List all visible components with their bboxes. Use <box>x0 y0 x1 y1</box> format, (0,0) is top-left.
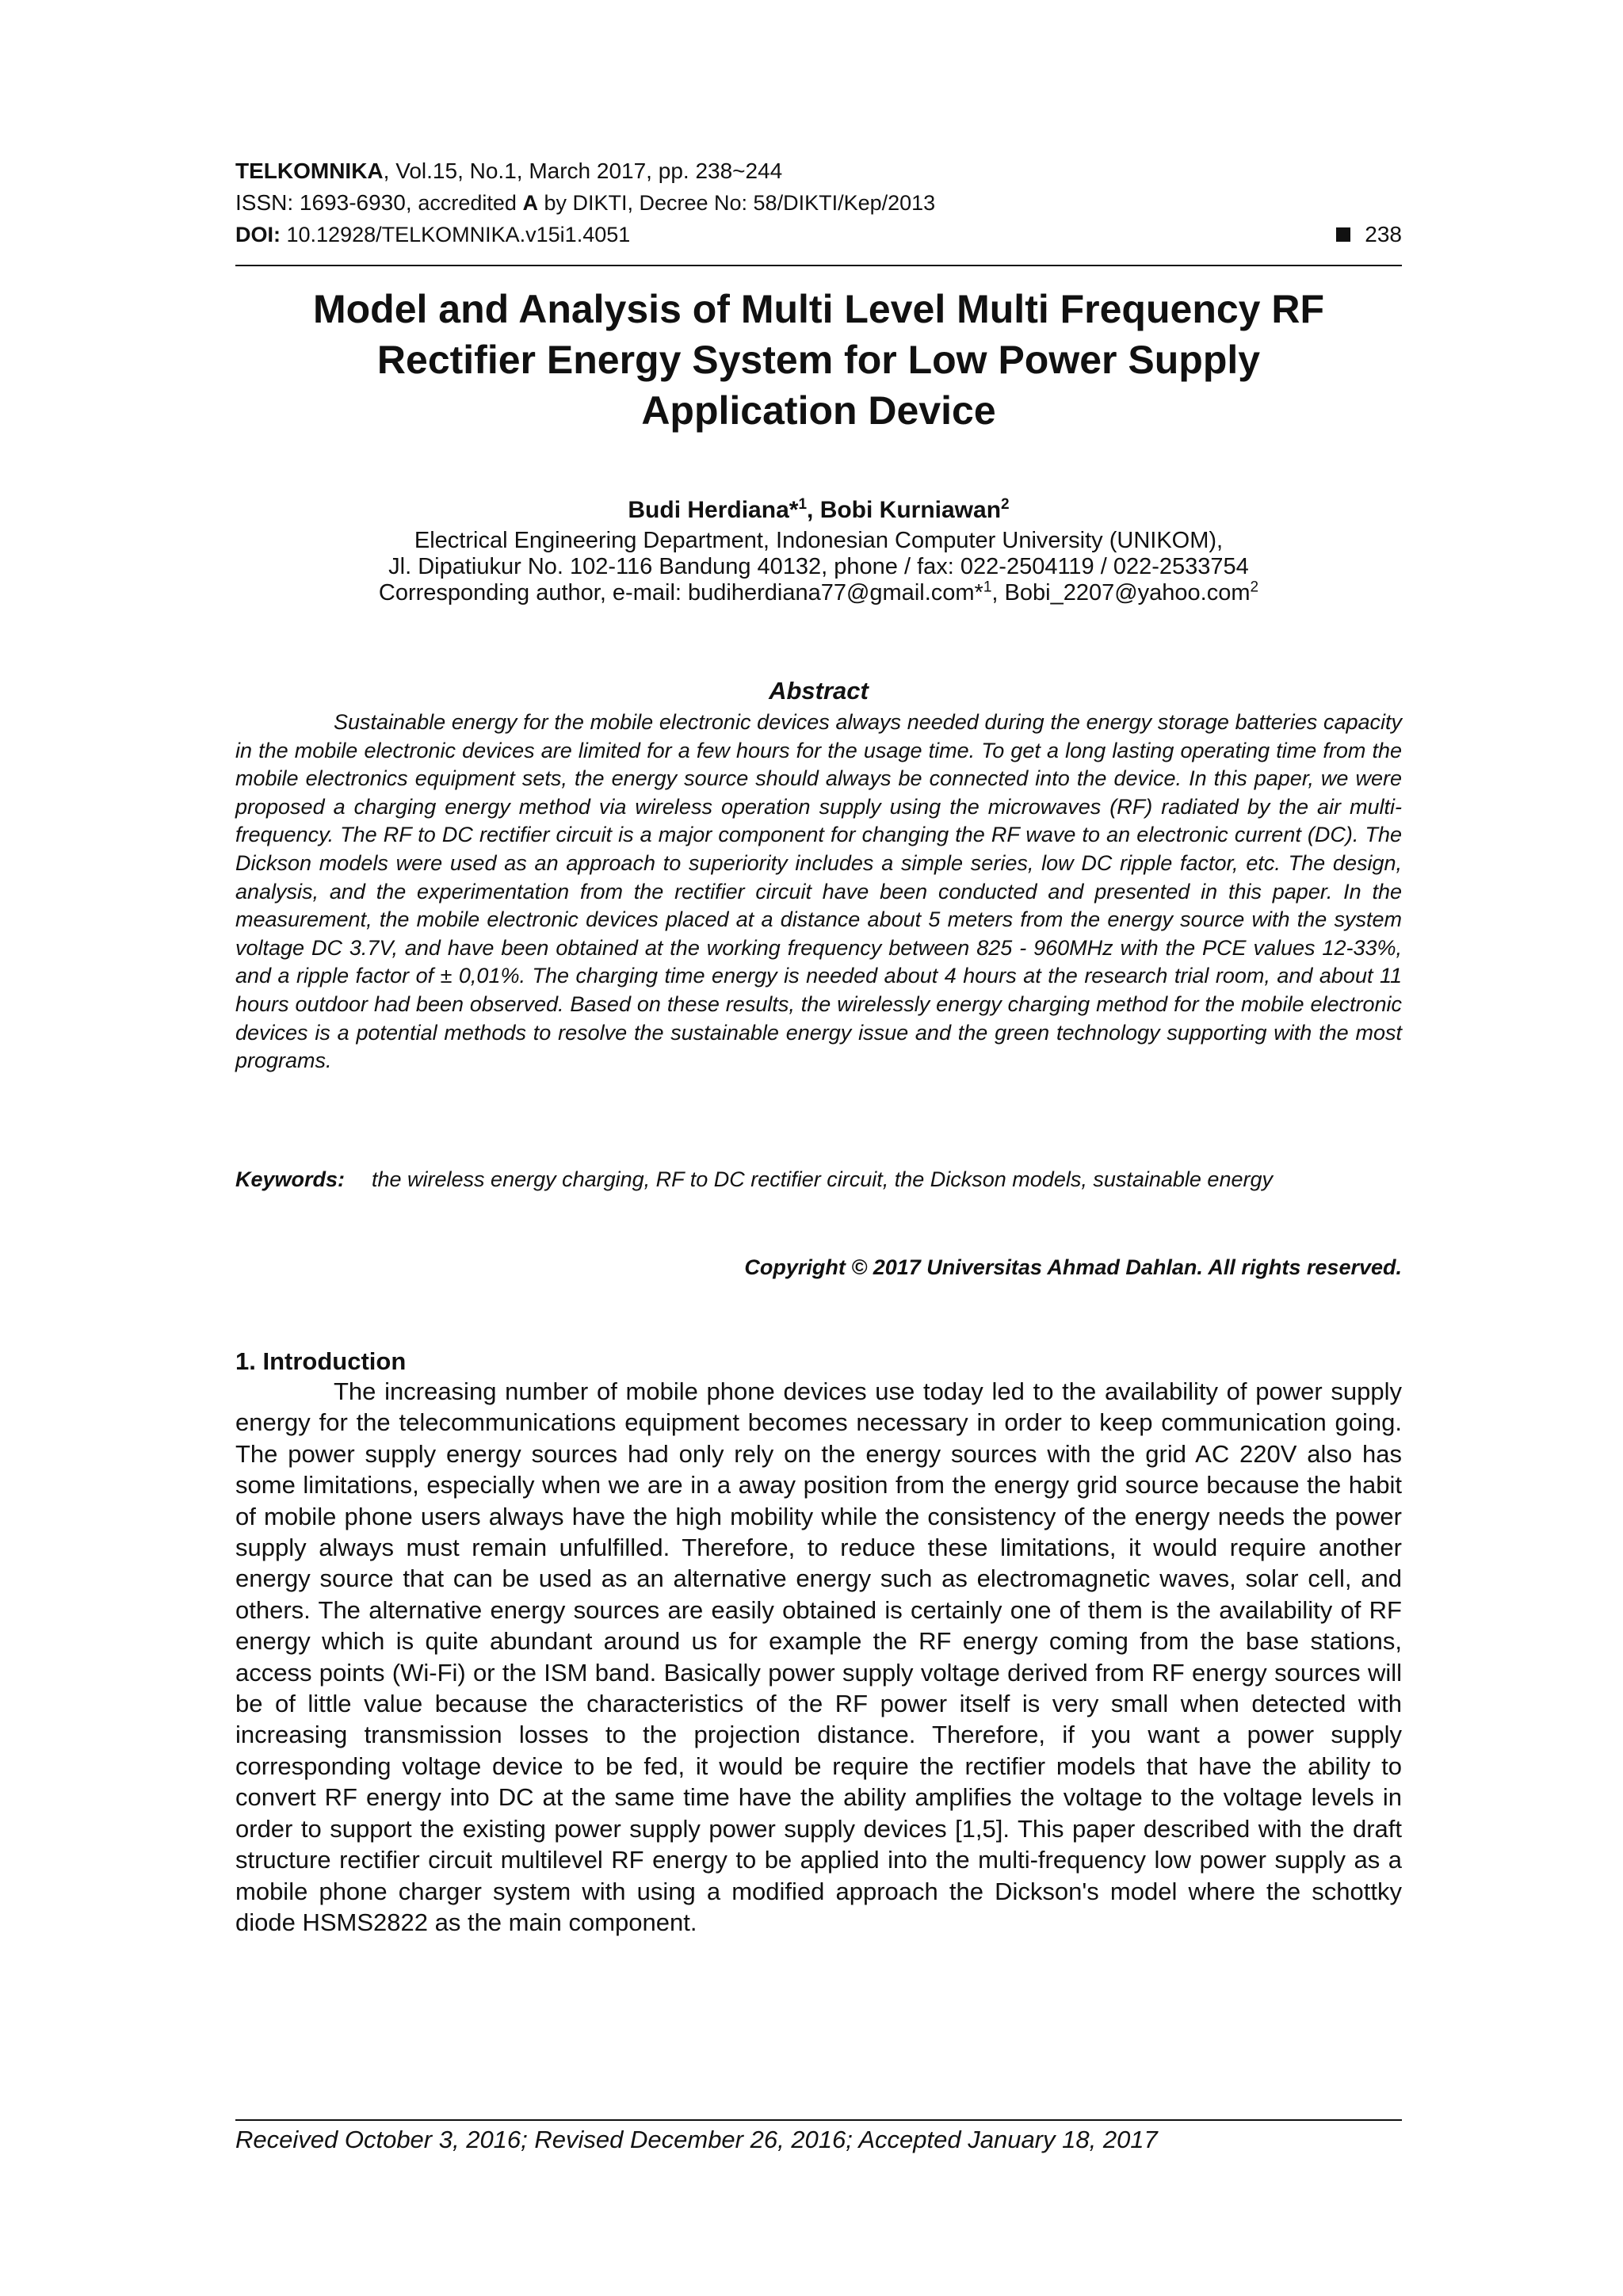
abstract-text: Sustainable energy for the mobile electronic devices always needed during the energy storage batteries capacity in the mobile electronic devices are limited for a few hours for the usage time. To get a long lasting operating time from the mobile electronics equipment sets, the energy source should always be connected into the device. In this paper, we were proposed a charging energy method via wireless operation supply using the microwaves (RF) radiated by the air multi-frequency. The RF to DC rectifier circuit is a major component for changing the RF wave to an electronic current (DC). The Dickson models were used as an approach to superiority includes a simple series, low DC ripple factor, etc. The design, analysis, and the experimentation from the rectifier circuit have been conducted and presented in this paper. In the measurement, the mobile electronic devices placed at a distance about 5 meters from the energy source with the system voltage DC 3.7V, and have been obtained at the working frequency between 825 - 960MHz with the PCE values 12-33%, and a ripple factor of ± 0,01%. The charging time energy is needed about 4 hours at the research trial room, and about 11 hours outdoor had been observed. Based on these results, the wirelessly energy charging method for the mobile electronic devices is a potential methods to resolve the sustainable energy issue and the green technology supporting with the most programs. <box>235 710 1402 1073</box>
author-1-affiliation-mark: 1 <box>798 496 808 513</box>
author-names <box>235 493 1402 528</box>
author-1: Budi Herdiana* <box>628 497 799 523</box>
page-number: 238 <box>1365 222 1402 246</box>
page-number-tag <box>1336 219 1402 250</box>
issn-grade: A <box>522 191 538 215</box>
corresponding-email-1: Corresponding author, e-mail: budiherdiana77@gmail.com* <box>378 580 983 606</box>
square-bullet-icon <box>1336 227 1350 242</box>
received-dates: Received October 3, 2016; Revised December 26, 2016; Accepted January 18, 2017 <box>235 2126 1158 2153</box>
author-block <box>235 493 1402 606</box>
corresponding-mark-1: 1 <box>983 579 992 596</box>
keywords-text: the wireless energy charging, RF to DC rectifier circuit, the Dickson models, sustainable energy <box>372 1167 1273 1191</box>
journal-volume: , Vol.15, No.1, March 2017, pp. 238~244 <box>383 159 783 183</box>
address: Jl. Dipatiukur No. 102-116 Bandung 40132, phone / fax: 022-2504119 / 022-2533754 <box>388 554 1249 579</box>
issn-decree: by DIKTI, Decree No: 58/DIKTI/Kep/2013 <box>537 191 936 215</box>
title-line-1: Model and Analysis of Multi Level Multi Frequency RF <box>312 287 1325 331</box>
doi-line <box>235 219 1402 250</box>
abstract-heading: Abstract <box>769 677 869 705</box>
footer-divider <box>235 2119 1402 2121</box>
author-separator: , <box>807 497 820 523</box>
author-2-affiliation-mark: 2 <box>1001 496 1010 513</box>
corresponding-mark-2: 2 <box>1250 579 1259 596</box>
keywords-label: Keywords <box>235 1167 338 1191</box>
journal-header <box>235 155 1402 250</box>
issn-line <box>235 187 1402 219</box>
issn-prefix: ISSN: 1693-6930, <box>235 190 418 215</box>
title-line-3: Application Device <box>641 388 996 433</box>
corresponding-email-2: , Bobi_2207@yahoo.com <box>991 580 1251 606</box>
keywords-label-group <box>235 1165 372 1194</box>
paper-title <box>235 284 1402 436</box>
author-2: Bobi Kurniawan <box>819 497 1002 523</box>
issn-accredited: accredited <box>418 191 523 215</box>
doi-label: DOI: <box>235 223 287 246</box>
introduction-text: The increasing number of mobile phone devices use today led to the availability of power supply energy for the telecommunications equipment becomes necessary in order to keep communication going. The power supply energy sources had only rely on the energy sources with the grid AC 220V also has some limitations, especially when we are in a away position from the energy grid source because the habit of mobile phone users always have the high mobility while the consistency of the energy needs the power supply always must remain unfulfilled. Therefore, to reduce these limitations, it would require another energy source that can be used as an alternative energy such as electromagnetic waves, solar cell, and others. The alternative energy sources are easily obtained is certainly one of them is the availability of RF energy which is quite abundant around us for example the RF energy coming from the base stations, access points (Wi-Fi) or the ISM band. Basically power supply voltage derived from RF energy sources will be of little value because the characteristics of the RF power itself is very small when detected with increasing transmission losses to the projection distance. Therefore, if you want a power supply corresponding voltage device to be fed, it would be require the rectifier models that have the ability to convert RF energy into DC at the same time have the ability amplifies the voltage to the voltage levels in order to support the existing power supply power supply devices [1,5]. This paper described with the draft structure rectifier circuit multilevel RF energy to be applied into the multi-frequency low power supply as a mobile phone charger system with using a modified approach the Dickson's model where the schottky diode HSMS2822 as the main component. <box>235 1377 1402 1936</box>
journal-name: TELKOMNIKA <box>235 159 384 183</box>
title-line-2: Rectifier Energy System for Low Power Supply <box>376 338 1261 382</box>
keywords-colon: : <box>338 1167 346 1191</box>
doi-value: 10.12928/TELKOMNIKA.v15i1.4051 <box>286 223 631 246</box>
header-divider <box>235 265 1402 266</box>
journal-citation-line <box>235 155 1402 187</box>
affiliation: Electrical Engineering Department, Indonesian Computer University (UNIKOM), <box>414 528 1224 553</box>
section-heading-introduction: 1. Introduction <box>235 1347 407 1375</box>
copyright-notice: Copyright © 2017 Universitas Ahmad Dahlan. All rights reserved. <box>744 1255 1402 1279</box>
keywords <box>235 1165 1402 1194</box>
corresponding-author <box>235 580 1402 606</box>
